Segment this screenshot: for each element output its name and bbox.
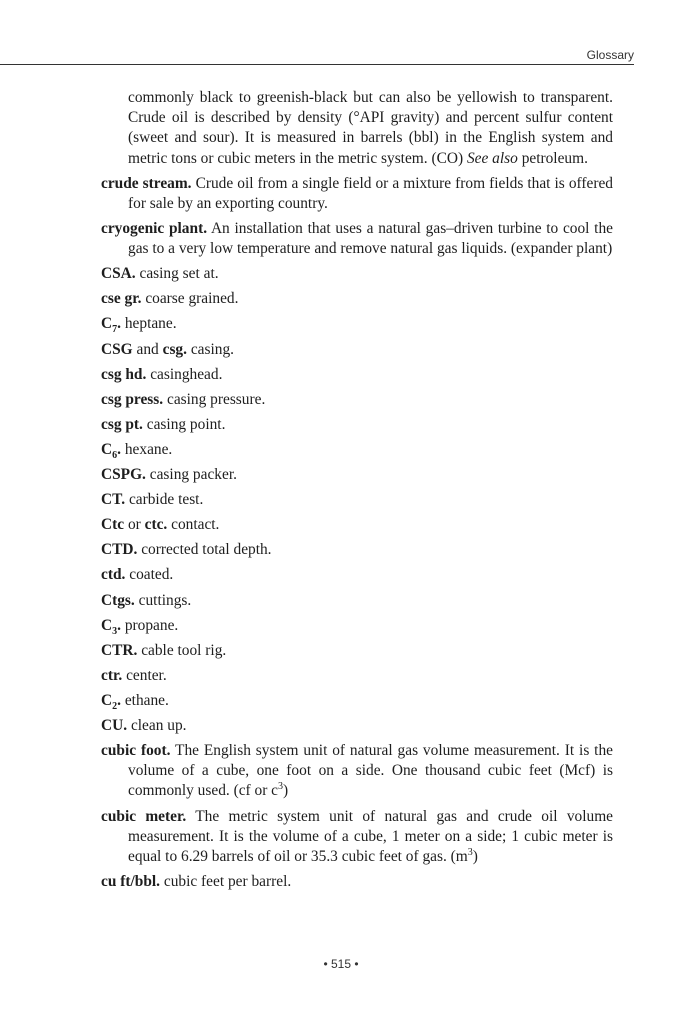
term-text: ctr. bbox=[101, 666, 123, 684]
term-base: C bbox=[101, 440, 113, 458]
entry-definition: casing pressure. bbox=[167, 390, 266, 408]
entry-term bbox=[101, 541, 137, 558]
entry-definition: center. bbox=[126, 666, 167, 684]
glossary-entry bbox=[101, 741, 613, 802]
entry-definition: propane. bbox=[124, 616, 179, 634]
term-text: CU. bbox=[101, 716, 128, 734]
term-text: cu ft/bbl. bbox=[101, 873, 161, 891]
entry-term bbox=[101, 808, 186, 825]
term-connector: or bbox=[127, 516, 141, 534]
glossary-entry bbox=[101, 616, 613, 636]
glossary-entry bbox=[101, 219, 613, 259]
term-text: csg press. bbox=[101, 390, 164, 408]
definition-superscript: 3 bbox=[467, 846, 473, 858]
definition-tail: ) bbox=[283, 782, 289, 800]
running-header bbox=[0, 44, 634, 65]
term-text: cubic meter. bbox=[101, 807, 187, 825]
glossary-entry bbox=[101, 641, 613, 661]
entry-definition: cuttings. bbox=[138, 591, 192, 609]
term-text: Ctc bbox=[101, 516, 125, 534]
entry-definition: An installation that uses a natural gas–driven turbine to cool the gas to a very low temperature and remove natural gas liquids. (expander plant) bbox=[128, 220, 613, 258]
term-subscript: 2 bbox=[112, 700, 118, 712]
entry-term bbox=[101, 717, 127, 734]
definition-superscript: 3 bbox=[278, 781, 284, 793]
see-also-term: petroleum. bbox=[521, 149, 588, 167]
entry-term bbox=[101, 691, 121, 712]
term-text: csg hd. bbox=[101, 365, 147, 383]
entry-definition: casing point. bbox=[146, 415, 226, 433]
entry-definition: casing. bbox=[190, 340, 235, 358]
term-text: Ctgs. bbox=[101, 591, 135, 609]
glossary-entry bbox=[101, 540, 613, 560]
glossary-entry bbox=[101, 289, 613, 309]
term-end: . bbox=[117, 616, 121, 634]
term-base: C bbox=[101, 691, 113, 709]
entry-definition: corrected total depth. bbox=[141, 541, 272, 559]
term-text: cubic foot. bbox=[101, 742, 171, 760]
glossary-entry bbox=[101, 872, 613, 892]
entry-term bbox=[101, 742, 170, 759]
entry-term bbox=[101, 220, 207, 237]
page-number: • 515 • bbox=[323, 957, 359, 971]
glossary-entry bbox=[101, 591, 613, 611]
entry-term bbox=[101, 265, 136, 282]
glossary-content bbox=[101, 88, 613, 897]
entry-definition: casing set at. bbox=[139, 265, 219, 283]
entry-term-alt: csg. bbox=[162, 340, 187, 358]
entry-definition: casinghead. bbox=[150, 365, 223, 383]
entry-definition: ethane. bbox=[124, 691, 169, 709]
glossary-entry bbox=[101, 691, 613, 711]
entry-term bbox=[101, 366, 146, 383]
entry-term bbox=[101, 341, 133, 358]
term-end: . bbox=[117, 691, 121, 709]
term-base: C bbox=[101, 315, 113, 333]
entry-term bbox=[101, 642, 137, 659]
glossary-entry bbox=[101, 440, 613, 460]
entry-definition: Crude oil from a single field or a mixture from fields that is offered for sale by an exporting country. bbox=[128, 174, 613, 212]
continued-entry bbox=[101, 88, 613, 169]
glossary-entry bbox=[101, 415, 613, 435]
entry-term-alt: ctc. bbox=[144, 516, 168, 534]
glossary-entry bbox=[101, 174, 613, 214]
term-text: CT. bbox=[101, 491, 126, 509]
entry-definition: casing packer. bbox=[149, 466, 237, 484]
entry-definition: coated. bbox=[129, 566, 174, 584]
term-text: csg pt. bbox=[101, 415, 143, 433]
term-subscript: 6 bbox=[112, 450, 118, 462]
entry-term bbox=[101, 315, 121, 336]
entry-term bbox=[101, 290, 141, 307]
entry-term bbox=[101, 566, 125, 583]
term-base: C bbox=[101, 616, 113, 634]
glossary-entry bbox=[101, 807, 613, 868]
term-subscript: 7 bbox=[112, 324, 118, 336]
entry-definition: cable tool rig. bbox=[141, 641, 227, 659]
glossary-entry bbox=[101, 340, 613, 360]
continued-definition: commonly black to greenish-black but can also be yellowish to transparent. Crude oil is described by density (°API gravity) and percent sulfur content (sweet and sour). It is measured in barrels (bbl) in the English system and metric tons or cubic meters in the metric system. (CO) bbox=[128, 89, 613, 167]
entry-definition: clean up. bbox=[130, 716, 187, 734]
entry-term bbox=[101, 491, 125, 508]
entry-definition: The metric system unit of natural gas and crude oil volume measurement. It is the volume of a cube, 1 meter on a side; 1 cubic meter is equal to 6.29 barrels of oil or 35.3 cubic feet of gas. (m bbox=[128, 807, 613, 865]
glossary-entry bbox=[101, 716, 613, 736]
term-connector: and bbox=[136, 340, 159, 358]
see-also-label: See also bbox=[466, 149, 518, 167]
term-text: CTD. bbox=[101, 541, 138, 559]
entry-term bbox=[101, 466, 146, 483]
glossary-entry bbox=[101, 490, 613, 510]
term-text: CSPG. bbox=[101, 466, 146, 484]
term-end: . bbox=[117, 315, 121, 333]
entry-definition: contact. bbox=[171, 516, 220, 534]
entry-definition: hexane. bbox=[124, 440, 173, 458]
glossary-entry bbox=[101, 264, 613, 284]
entry-term bbox=[101, 873, 160, 890]
term-subscript: 3 bbox=[112, 625, 118, 637]
entry-term bbox=[101, 391, 163, 408]
entry-term bbox=[101, 516, 124, 533]
entry-term bbox=[101, 592, 135, 609]
entry-definition: cubic feet per barrel. bbox=[163, 873, 292, 891]
term-text: ctd. bbox=[101, 566, 126, 584]
entry-definition: heptane. bbox=[124, 315, 177, 333]
entry-term bbox=[101, 667, 122, 684]
entry-definition: carbide test. bbox=[128, 491, 204, 509]
glossary-entry bbox=[101, 666, 613, 686]
glossary-entry bbox=[101, 314, 613, 334]
definition-tail: ) bbox=[472, 847, 478, 865]
entry-definition: The English system unit of natural gas volume measurement. It is the volume of a cube, one foot on a side. One thousand cubic feet (Mcf) is commonly used. (cf or c bbox=[128, 742, 613, 800]
entry-term bbox=[101, 416, 143, 433]
entry-term bbox=[101, 616, 121, 637]
term-text: crude stream. bbox=[101, 174, 192, 192]
glossary-entry bbox=[101, 365, 613, 385]
section-title: Glossary bbox=[586, 48, 634, 62]
entry-term bbox=[101, 175, 192, 192]
term-text: cryogenic plant. bbox=[101, 220, 208, 237]
glossary-entry bbox=[101, 565, 613, 585]
glossary-entry bbox=[101, 515, 613, 535]
entry-term bbox=[101, 440, 121, 462]
term-text: CTR. bbox=[101, 641, 138, 659]
entry-definition: coarse grained. bbox=[145, 290, 239, 308]
term-text: cse gr. bbox=[101, 290, 142, 308]
term-text: CSA. bbox=[101, 265, 136, 283]
glossary-entry bbox=[101, 465, 613, 485]
term-text: CSG bbox=[101, 340, 133, 358]
glossary-entries bbox=[101, 174, 613, 893]
term-end: . bbox=[117, 440, 121, 458]
glossary-entry bbox=[101, 390, 613, 410]
